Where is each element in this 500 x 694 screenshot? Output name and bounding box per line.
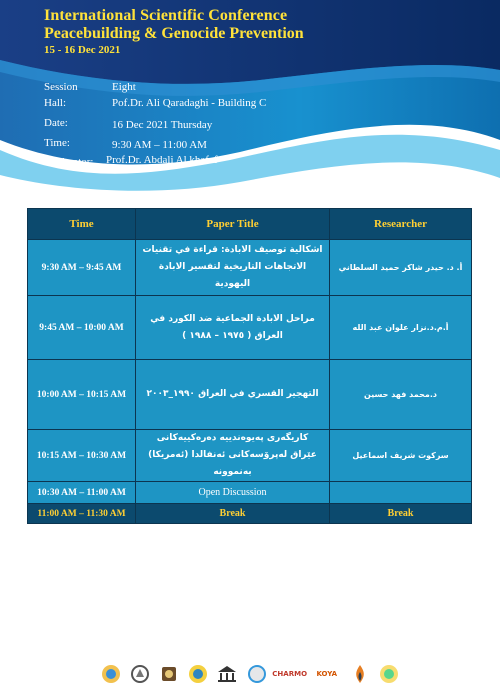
break-row	[28, 504, 472, 524]
break-time: 11:00 AM – 11:30 AM	[28, 504, 136, 524]
row-researcher: أ. د. حيدر شاكر حميد السلطاني	[330, 240, 472, 296]
globe-logo-icon	[378, 663, 400, 685]
conference-title: International Scientific Conference	[44, 7, 288, 24]
circle-logo-icon	[246, 663, 268, 685]
discussion-empty-cell	[330, 482, 472, 504]
row-time: 9:30 AM – 9:45 AM	[28, 240, 136, 296]
session-value: Eight	[112, 81, 136, 93]
break-researcher-label: Break	[330, 504, 472, 524]
table-row	[28, 430, 472, 482]
time-label: Time:	[44, 137, 70, 149]
koya-logo-icon: KOYA	[316, 670, 338, 678]
table-header-row	[28, 209, 472, 240]
sponsor-logos	[100, 660, 400, 688]
university-logo-icon	[100, 663, 122, 685]
row-researcher: أ.م.د.نزار علوان عبد الله	[330, 296, 472, 360]
row-paper-title: مراحل الابادة الجماعية ضد الكورد في العراق ( ١٩٧٥ – ١٩٨٨ )	[136, 296, 330, 360]
emblem-logo-icon	[129, 663, 151, 685]
table-row	[28, 240, 472, 296]
unesco-style-logo-icon	[216, 663, 238, 685]
discussion-row	[28, 482, 472, 504]
header-researcher: Researcher	[330, 209, 472, 240]
row-paper-title: اشكالية توصيف الابادة: قراءة في تقنيات الاتجاهات التاريخية لتفسير الابادة اليهودية	[136, 240, 330, 296]
institute-logo-icon	[158, 663, 180, 685]
table-row	[28, 360, 472, 430]
row-paper-title: التهجير القسري في العراق ١٩٩٠_٢٠٠٣	[136, 360, 330, 430]
discussion-label: Open Discussion	[136, 482, 330, 504]
header-paper-title: Paper Title	[136, 209, 330, 240]
row-time: 9:45 AM – 10:00 AM	[28, 296, 136, 360]
conference-dates: 15 - 16 Dec 2021	[44, 44, 121, 56]
date-value: 16 Dec 2021 Thursday	[112, 119, 213, 131]
table-row	[28, 296, 472, 360]
time-value: 9:30 AM – 11:00 AM	[112, 139, 207, 151]
header-time: Time	[28, 209, 136, 240]
session-label: Session	[44, 81, 78, 93]
date-label: Date:	[44, 117, 68, 129]
conference-subtitle: Peacebuilding & Genocide Prevention	[44, 25, 304, 42]
moderator-label: Moderator:	[44, 156, 94, 168]
moderator-value: Prof.Dr. Abdali Al khafaf	[106, 154, 218, 166]
hall-label: Hall:	[44, 97, 66, 109]
row-time: 10:00 AM – 10:15 AM	[28, 360, 136, 430]
row-researcher: د.محمد فهد حسين	[330, 360, 472, 430]
break-label: Break	[136, 504, 330, 524]
header-banner	[0, 0, 500, 200]
row-paper-title: کاریگەری پەیوەندییە دەرەکییەکانی عێراق لەپرۆسەکانی ئەنفالدا (ئەمریکا) بەنموونە	[136, 430, 330, 482]
discussion-time: 10:30 AM – 11:00 AM	[28, 482, 136, 504]
schedule-table	[27, 208, 472, 524]
row-time: 10:15 AM – 10:30 AM	[28, 430, 136, 482]
flame-logo-icon	[349, 663, 371, 685]
hall-value: Pof.Dr. Ali Qaradaghi - Building C	[112, 97, 267, 109]
row-researcher: سركوت شريف اسماعيل	[330, 430, 472, 482]
charmo-logo-icon: CHARMO	[272, 670, 308, 678]
center-logo-icon	[187, 663, 209, 685]
